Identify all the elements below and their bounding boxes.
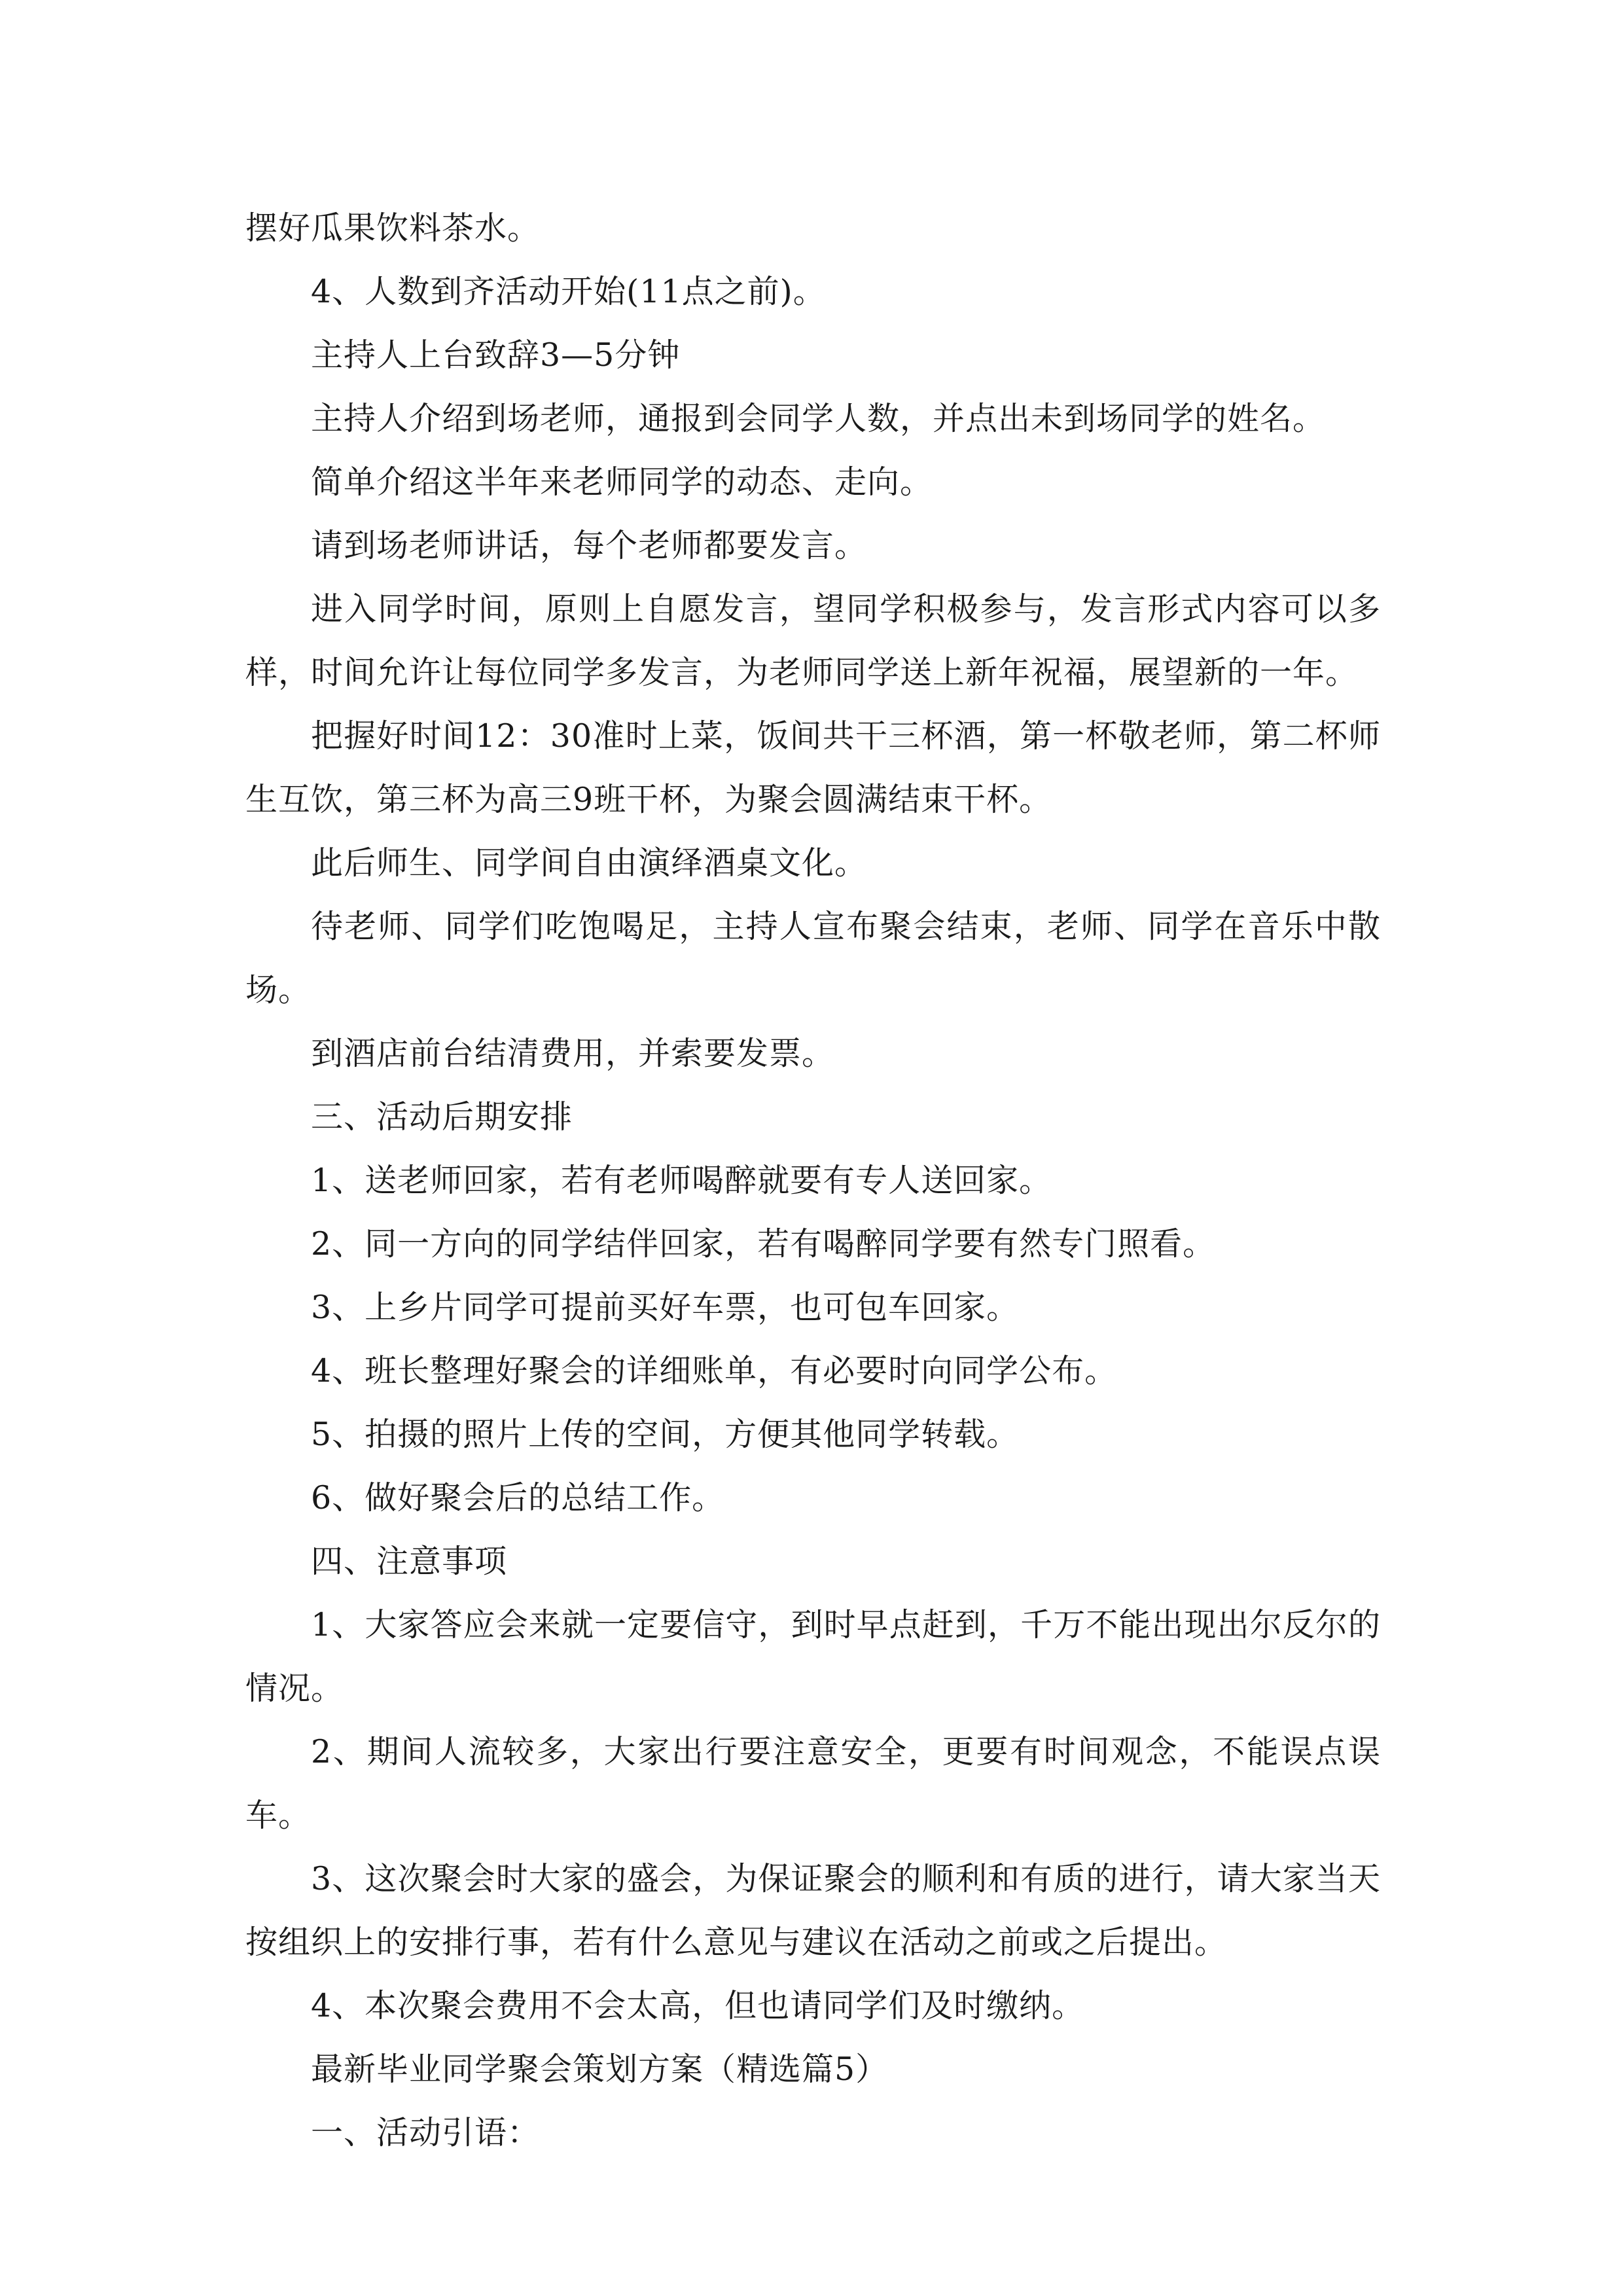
article-title: 最新毕业同学聚会策划方案（精选篇5） [311, 2051, 889, 2088]
paragraph: 进入同学时间，原则上自愿发言，望同学积极参与，发言形式内容可以多样，时间允许让每位同学多发言，为老师同学送上新年祝福，展望新的一年。 [245, 590, 1381, 691]
paragraph: 到酒店前台结清费用，并索要发票。 [311, 1035, 835, 1072]
paragraph: 4、人数到齐活动开始(11点之前)。 [311, 273, 826, 310]
list-item: 1、大家答应会来就一定要信守，到时早点赶到，千万不能出现出尔反尔的情况。 [245, 1606, 1381, 1707]
paragraph: 简单介绍这半年来老师同学的动态、走向。 [311, 463, 933, 501]
paragraph-continuation: 摆好瓜果饮料茶水。 [245, 209, 541, 247]
document-body [245, 196, 1381, 2164]
paragraph: 主持人介绍到场老师，通报到会同学人数，并点出未到场同学的姓名。 [311, 400, 1326, 437]
paragraph: 请到场老师讲话，每个老师都要发言。 [311, 527, 868, 564]
paragraph: 待老师、同学们吃饱喝足，主持人宣布聚会结束，老师、同学在音乐中散场。 [245, 908, 1381, 1009]
paragraph: 此后师生、同学间自由演绎酒桌文化。 [311, 844, 868, 882]
list-item: 4、班长整理好聚会的详细账单，有必要时向同学公布。 [311, 1352, 1118, 1390]
list-item: 5、拍摄的照片上传的空间，方便其他同学转载。 [311, 1416, 1020, 1453]
list-item: 3、这次聚会时大家的盛会，为保证聚会的顺利和有质的进行，请大家当天按组织上的安排行事，若有什么意见与建议在活动之前或之后提出。 [245, 1860, 1381, 1961]
section-heading: 一、活动引语： [311, 2114, 541, 2151]
list-item: 3、上乡片同学可提前买好车票，也可包车回家。 [311, 1289, 1020, 1326]
paragraph: 主持人上台致辞3—5分钟 [311, 336, 681, 374]
list-item: 1、送老师回家，若有老师喝醉就要有专人送回家。 [311, 1162, 1052, 1199]
list-item: 4、本次聚会费用不会太高，但也请同学们及时缴纳。 [311, 1987, 1085, 2024]
paragraph: 把握好时间12：30准时上菜，饭间共干三杯酒，第一杯敬老师，第二杯师生互饮，第三杯为高三9班干杯，为聚会圆满结束干杯。 [245, 717, 1381, 818]
section-heading: 三、活动后期安排 [311, 1098, 573, 1136]
section-heading: 四、注意事项 [311, 1543, 508, 1580]
list-item: 2、期间人流较多，大家出行要注意安全，更要有时间观念，不能误点误车。 [245, 1733, 1381, 1834]
list-item: 2、同一方向的同学结伴回家，若有喝醉同学要有然专门照看。 [311, 1225, 1216, 1263]
list-item: 6、做好聚会后的总结工作。 [311, 1479, 725, 1516]
